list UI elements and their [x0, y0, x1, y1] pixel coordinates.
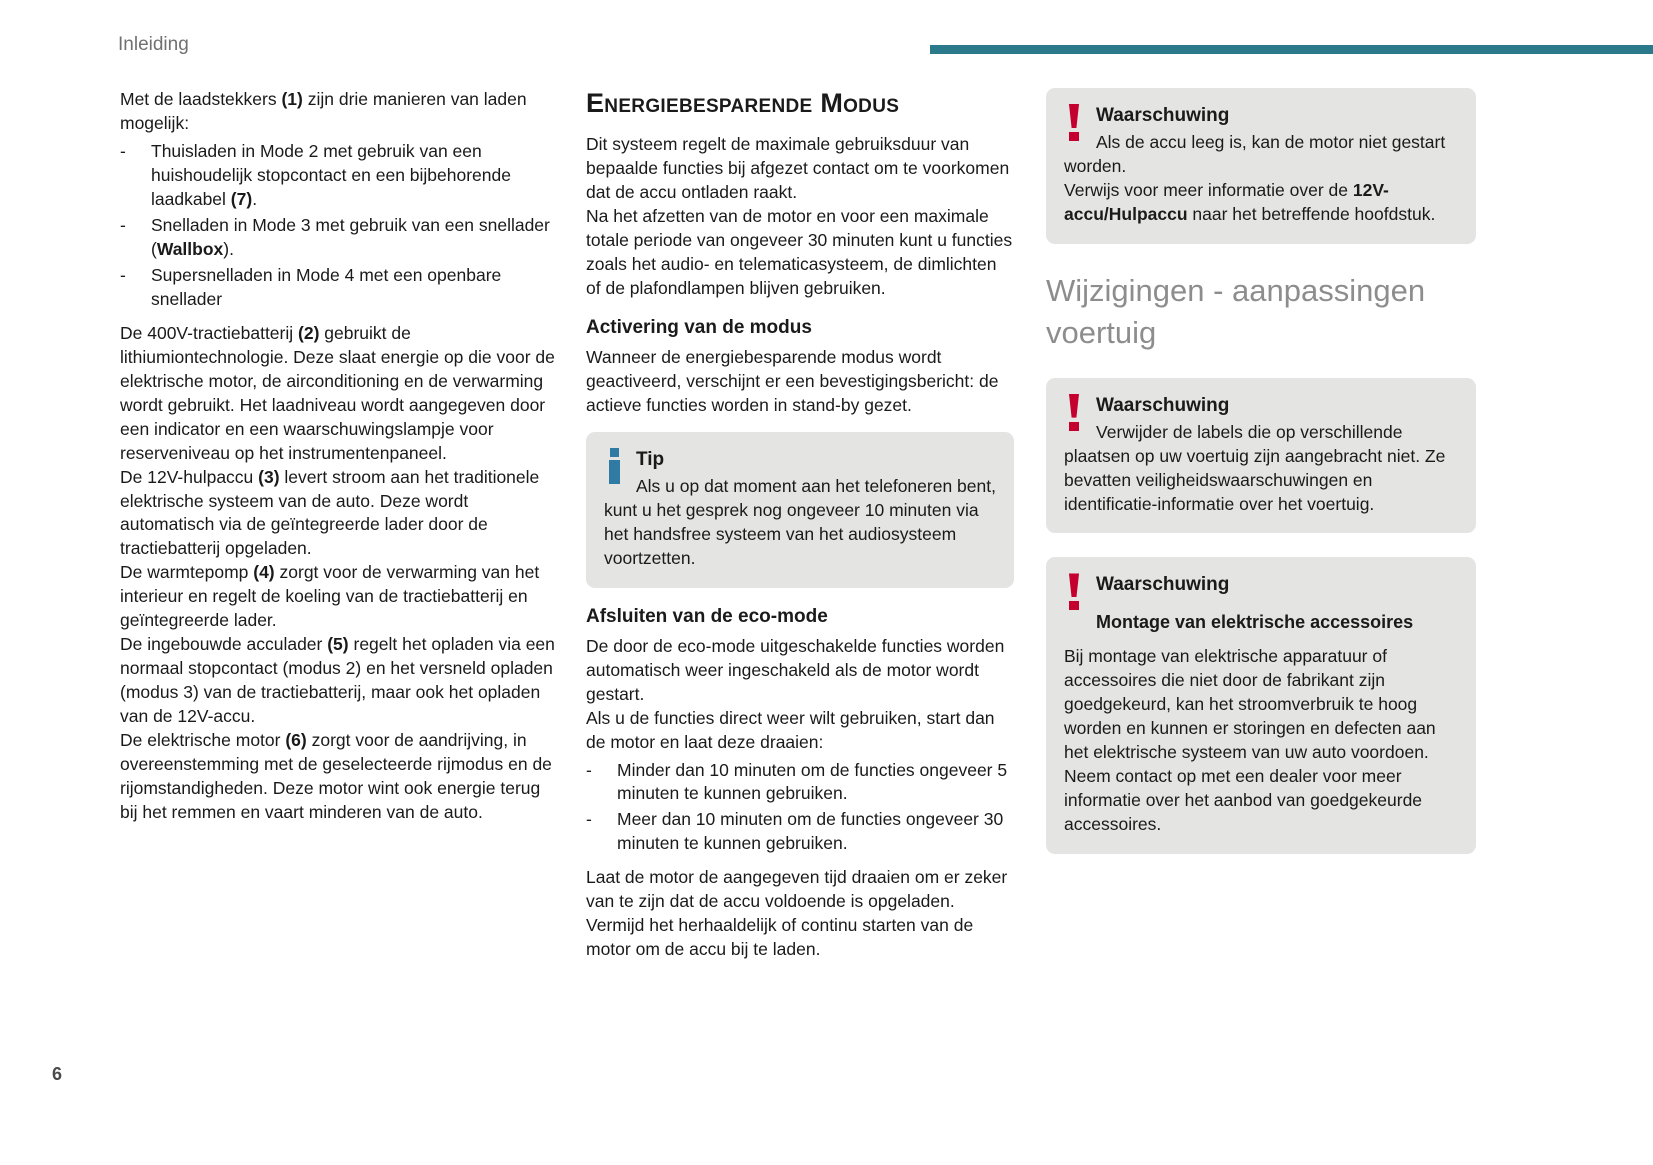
paragraph: Laat de motor de aangegeven tijd draaien om er zeker van te zijn dat de accu voldoende is opgeladen. — [586, 867, 1008, 912]
warning-icon — [1063, 394, 1085, 434]
list-item — [120, 264, 560, 312]
paragraph: Dit systeem regelt de maximale gebruiksduur van bepaalde functies bij afgezet contact om te voorkomen dat de accu ontladen raakt. — [586, 134, 1010, 202]
warning-body: Verwijs voor meer informatie over de 12V-accu/Hulpaccu naar het betreffende hoofdstuk. — [1064, 179, 1436, 224]
list-item-text: Minder dan 10 minuten om de functies ongeveer 5 minuten te kunnen gebruiken. — [617, 759, 1008, 804]
engine-run-times-list — [586, 759, 1014, 857]
list-item-text: Thuisladen in Mode 2 met gebruik van een huishoudelijk stopcontact en een bijbehorende laadkabel (7). — [151, 140, 511, 209]
list-marker: - — [586, 809, 592, 830]
intro-paragraph: Met de laadstekkers (1) zijn drie manieren van laden mogelijk: — [120, 89, 527, 133]
tip-title: Tip — [636, 448, 665, 470]
paragraph: Wanneer de energiebesparende modus wordt geactiveerd, verschijnt er een bevestigingsbericht: de actieve functies worden in stand-by gezet. — [586, 346, 999, 415]
icon-dot — [610, 448, 619, 457]
icon-bar — [1068, 394, 1080, 418]
list-item-text: Snelladen in Mode 3 met gebruik van een snellader (Wallbox). — [151, 214, 550, 259]
paragraph: De ingebouwde acculader (5) regelt het opladen via een normaal stopcontact (modus 2) en het versneld opladen (modus 3) van de tractiebatterij, maar ook het opladen van de 12V-accu. — [120, 634, 555, 727]
icon-dot — [1069, 422, 1079, 431]
paragraph: De 12V-hulpaccu (3) levert stroom aan het traditionele elektrische systeem van de auto. Deze wordt automatisch via de geïntegreerde lader door de tractiebatterij opgeladen. — [120, 466, 540, 559]
list-item — [120, 140, 560, 212]
column-left — [120, 88, 560, 825]
tip-box — [586, 432, 1014, 588]
icon-bar — [1068, 573, 1080, 597]
list-item-text: Meer dan 10 minuten om de functies ongeveer 30 minuten te kunnen gebruiken. — [617, 809, 1004, 854]
list-item-text: Supersnelladen in Mode 4 met een openbare snellader — [151, 264, 502, 309]
paragraph: De 400V-tractiebatterij (2) gebruikt de lithiumiontechnologie. Deze slaat energie op die voor de elektrische motor, de airconditioning en de verwarming wordt gebruikt. Het laadniveau wordt aangegeven door een indicator en een waarschuwingslampje voor reserveniveau op het instrumentenpaneel. — [120, 322, 555, 463]
paragraph: Vermijd het herhaaldelijk of continu starten van de motor om de accu bij te laden. — [586, 915, 974, 960]
warning-title: Waarschuwing — [1096, 394, 1230, 416]
paragraph: Als u de functies direct weer wilt gebruiken, start dan de motor en laat deze draaien: — [586, 707, 995, 752]
list-item — [120, 214, 560, 262]
warning-title: Waarschuwing — [1096, 105, 1230, 126]
list-item — [586, 759, 1014, 807]
icon-dot — [1069, 601, 1079, 610]
warning-body: Als de accu leeg is, kan de motor niet gestart worden. — [1064, 132, 1446, 176]
warning-icon — [1063, 573, 1085, 613]
paragraph: De elektrische motor (6) zorgt voor de aandrijving, in overeenstemming met de geselecteerde rijmodus en de rijomstandigheden. Deze motor wint ook energie terug bij het remmen en vaart minderen van de auto. — [120, 730, 552, 823]
subsection-title: Afsluiten van de eco-mode — [586, 605, 828, 627]
icon-bar — [609, 460, 620, 484]
subsection-title: Activering van de modus — [586, 316, 812, 338]
breadcrumb-section-title: Inleiding — [118, 34, 189, 55]
list-item — [586, 808, 1014, 856]
paragraph: Na het afzetten van de motor en voor een maximale totale periode van ongeveer 30 minuten kunt u functies zoals het audio- en telematicasysteem, de dimlichten of de plafondlampen blijven gebruiken. — [586, 205, 1013, 298]
warning-body: Verwijder de labels die op verschillende plaatsen op uw voertuig zijn aangebracht niet. Ze bevatten veiligheidswaarschuwingen en identificatie-informatie over het voertuig. — [1064, 421, 1446, 514]
warning-subtitle: Montage van elektrische accessoires — [1096, 612, 1414, 633]
paragraph: De warmtepomp (4) zorgt voor de verwarming van het interieur en regelt de koeling van de tractiebatterij en geïntegreerde lader. — [120, 562, 540, 631]
warning-icon — [1063, 104, 1085, 144]
page-number: 6 — [52, 1064, 63, 1084]
warning-box — [1046, 88, 1476, 244]
column-right — [1046, 88, 1476, 878]
warning-box — [1046, 557, 1476, 853]
list-marker: - — [120, 264, 126, 285]
charging-modes-list — [120, 140, 560, 312]
warning-title: Waarschuwing — [1096, 574, 1230, 596]
list-marker: - — [586, 759, 592, 780]
column-middle — [586, 88, 1014, 962]
info-icon — [603, 448, 625, 488]
icon-dot — [1069, 132, 1079, 141]
icon-bar — [1068, 104, 1080, 128]
list-marker: - — [120, 214, 126, 235]
paragraph: De door de eco-mode uitgeschakelde functies worden automatisch weer ingeschakeld als de motor wordt gestart. — [586, 635, 1005, 704]
page-content — [120, 88, 1476, 962]
warning-body: Bij montage van elektrische apparatuur of accessoires die niet door de fabrikant zijn goedgekeurd, kan het stroomverbruik te hoog worden en kunnen er storingen en defecten aan het elektrische systeem van uw auto voordoen. Neem contact op met een dealer voor meer informatie over het aanbod van goedgekeurde accessoires. — [1064, 646, 1436, 834]
chapter-heading: Wijzigingen - aanpassingen voertuig — [1046, 272, 1426, 350]
section-title: Energiebesparende Modus — [586, 88, 900, 118]
tip-body: Als u op dat moment aan het telefoneren bent, kunt u het gesprek nog ongeveer 10 minuten via het handsfree systeem van het audiosysteem voortzetten. — [604, 475, 996, 568]
list-marker: - — [120, 140, 126, 161]
header-accent-bar — [930, 45, 1653, 54]
warning-box — [1046, 378, 1476, 534]
